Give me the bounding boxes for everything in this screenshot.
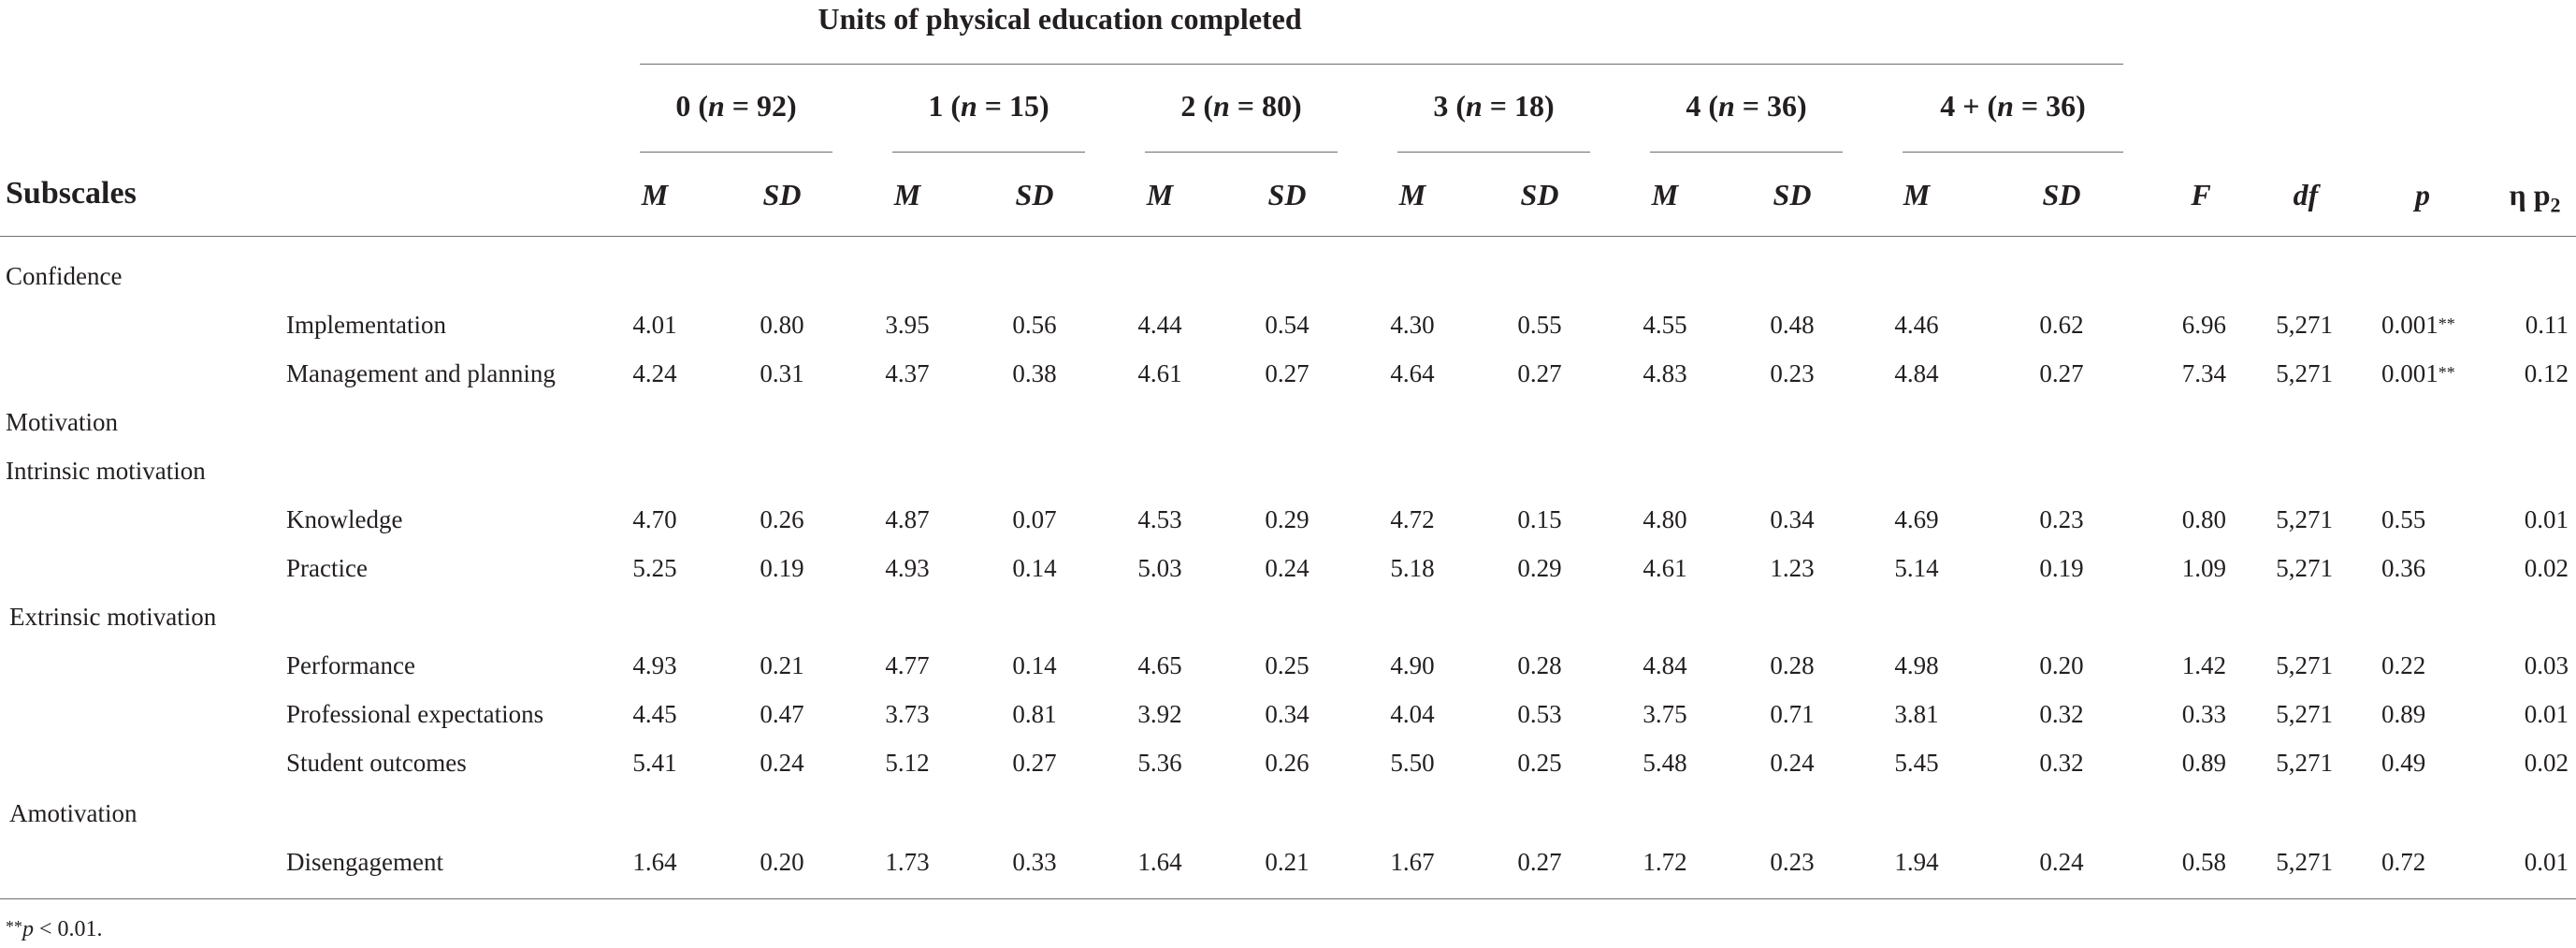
cell-mean: 5.41 [632, 749, 677, 777]
cell-sd: 0.27 [1012, 749, 1057, 777]
cell-mean: 4.46 [1894, 311, 1939, 339]
significance-mark: ** [2438, 314, 2455, 333]
cell-sd: 0.34 [1770, 505, 1815, 533]
cell-sd: 0.14 [1012, 651, 1057, 679]
cell-sd: 0.27 [1265, 359, 1310, 387]
cell-mean: 1.94 [1894, 848, 1939, 876]
cell-mean: 4.61 [1137, 359, 1182, 387]
bottom-rule [0, 898, 2576, 899]
cell-mean: 5.18 [1390, 554, 1435, 582]
col-header-sd: SD [1267, 178, 1307, 211]
cell-sd: 0.20 [2039, 651, 2084, 679]
cell-sd: 0.28 [1517, 651, 1562, 679]
cell-mean: 4.64 [1390, 359, 1435, 387]
cell-mean: 5.45 [1894, 749, 1939, 777]
cell-sd: 0.56 [1012, 311, 1057, 339]
group-header: 4 + (n = 36) [1940, 89, 2086, 123]
cell-mean: 4.84 [1643, 651, 1687, 679]
cell-sd: 0.55 [1517, 311, 1562, 339]
col-header-m: M [893, 178, 921, 211]
cell-sd: 0.38 [1012, 359, 1057, 387]
cell-mean: 4.55 [1643, 311, 1687, 339]
cell-sd: 0.21 [1265, 848, 1310, 876]
cell-mean: 5.12 [885, 749, 930, 777]
cell-sd: 0.20 [760, 848, 804, 876]
cell-mean: 1.67 [1390, 848, 1435, 876]
cell-sd: 0.24 [1770, 749, 1815, 777]
cell-f: 0.80 [2181, 505, 2226, 533]
col-header-m: M [641, 178, 669, 211]
cell-mean: 4.65 [1137, 651, 1182, 679]
significance-mark: ** [2438, 363, 2455, 382]
cell-sd: 0.21 [760, 651, 804, 679]
cell-df: 5,271 [2276, 359, 2333, 387]
cell-p-value: 0.001 [2381, 311, 2439, 339]
cell-sd: 0.54 [1265, 311, 1310, 339]
cell-p [2381, 749, 2425, 778]
col-header-df: df [2293, 178, 2319, 211]
cell-eta: 0.01 [2524, 700, 2569, 728]
cell-eta: 0.11 [2525, 311, 2569, 339]
cell-p [2381, 311, 2455, 340]
row-label: Disengagement [286, 848, 443, 876]
cell-sd: 0.24 [760, 749, 804, 777]
cell-sd: 0.19 [760, 554, 804, 582]
cell-sd: 0.23 [1770, 359, 1815, 387]
category-extrinsic-motivation: Extrinsic motivation [9, 603, 217, 631]
group-rule [640, 152, 832, 153]
cell-sd: 0.19 [2039, 554, 2084, 582]
col-header-m: M [1651, 178, 1679, 211]
cell-sd: 0.27 [1517, 848, 1562, 876]
cell-f: 0.89 [2181, 749, 2226, 777]
cell-f: 0.58 [2181, 848, 2226, 876]
cell-mean: 4.84 [1894, 359, 1939, 387]
cell-sd: 0.15 [1517, 505, 1562, 533]
cell-f: 7.34 [2181, 359, 2226, 387]
cell-sd: 0.80 [760, 311, 804, 339]
col-header-m: M [1146, 178, 1174, 211]
cell-mean: 5.14 [1894, 554, 1939, 582]
cell-p [2381, 700, 2425, 729]
row-label: Practice [286, 554, 368, 582]
cell-sd: 0.33 [1012, 848, 1057, 876]
col-header-f: F [2191, 178, 2211, 211]
cell-eta: 0.02 [2524, 554, 2569, 582]
cell-sd: 0.27 [1517, 359, 1562, 387]
cell-mean: 4.93 [632, 651, 677, 679]
cell-mean: 5.48 [1643, 749, 1687, 777]
cell-f: 1.42 [2181, 651, 2226, 679]
row-label: Knowledge [286, 505, 403, 533]
col-header-m: M [1398, 178, 1426, 211]
cell-p-value: 0.001 [2381, 359, 2439, 387]
cell-sd: 0.24 [1265, 554, 1310, 582]
cell-mean: 4.61 [1643, 554, 1687, 582]
cell-mean: 5.25 [632, 554, 677, 582]
cell-mean: 1.64 [1137, 848, 1182, 876]
cell-p [2381, 505, 2425, 534]
cell-sd: 0.26 [1265, 749, 1310, 777]
group-rule [1397, 152, 1590, 153]
cell-sd: 0.31 [760, 359, 804, 387]
group-header: 0 (n = 92) [675, 89, 797, 123]
cell-p-value: 0.55 [2381, 505, 2426, 533]
table-footnote: **p < 0.01. [6, 917, 103, 941]
cell-sd: 0.29 [1517, 554, 1562, 582]
cell-mean: 4.80 [1643, 505, 1687, 533]
cell-df: 5,271 [2276, 505, 2333, 533]
cell-sd: 0.23 [2039, 505, 2084, 533]
cell-sd: 0.23 [1770, 848, 1815, 876]
group-header: 3 (n = 18) [1433, 89, 1555, 123]
cell-eta: 0.03 [2524, 651, 2569, 679]
row-label: Professional expectations [286, 700, 544, 728]
cell-mean: 4.98 [1894, 651, 1939, 679]
cell-df: 5,271 [2276, 848, 2333, 876]
cell-sd: 0.53 [1517, 700, 1562, 728]
row-header-subscales: Subscales [6, 176, 137, 211]
cell-eta: 0.02 [2524, 749, 2569, 777]
category-confidence: Confidence [6, 262, 123, 290]
cell-f: 6.96 [2181, 311, 2226, 339]
row-label: Management and planning [286, 359, 556, 387]
cell-p-value: 0.22 [2381, 651, 2426, 679]
row-label: Performance [286, 651, 415, 679]
cell-mean: 3.95 [885, 311, 930, 339]
category-intrinsic-motivation: Intrinsic motivation [6, 457, 206, 485]
cell-df: 5,271 [2276, 554, 2333, 582]
cell-sd: 1.23 [1770, 554, 1815, 582]
group-header: 2 (n = 80) [1180, 89, 1302, 123]
cell-mean: 3.73 [885, 700, 930, 728]
row-label: Student outcomes [286, 749, 467, 777]
col-header-eta: η $p_2$ [2509, 178, 2561, 217]
cell-df: 5,271 [2276, 700, 2333, 728]
cell-mean: 4.87 [885, 505, 930, 533]
col-header-sd: SD [762, 178, 802, 211]
group-header: 1 (n = 15) [928, 89, 1049, 123]
row-label: Implementation [286, 311, 446, 339]
cell-sd: 0.81 [1012, 700, 1057, 728]
col-header-p: p [2415, 178, 2430, 211]
cell-mean: 4.83 [1643, 359, 1687, 387]
cell-mean: 1.72 [1643, 848, 1687, 876]
cell-mean: 3.75 [1643, 700, 1687, 728]
cell-sd: 0.34 [1265, 700, 1310, 728]
cell-mean: 4.37 [885, 359, 930, 387]
cell-sd: 0.32 [2039, 700, 2084, 728]
cell-mean: 4.24 [632, 359, 677, 387]
cell-df: 5,271 [2276, 311, 2333, 339]
group-rule [892, 152, 1085, 153]
cell-mean: 1.64 [632, 848, 677, 876]
cell-eta: 0.01 [2524, 848, 2569, 876]
cell-sd: 0.71 [1770, 700, 1815, 728]
cell-sd: 0.14 [1012, 554, 1057, 582]
cell-mean: 4.90 [1390, 651, 1435, 679]
cell-mean: 4.72 [1390, 505, 1435, 533]
cell-mean: 5.03 [1137, 554, 1182, 582]
cell-p-value: 0.49 [2381, 749, 2426, 777]
cell-sd: 0.48 [1770, 311, 1815, 339]
group-rule [1145, 152, 1338, 153]
category-amotivation: Amotivation [9, 799, 137, 827]
cell-sd: 0.27 [2039, 359, 2084, 387]
cell-sd: 0.29 [1265, 505, 1310, 533]
cell-mean: 4.93 [885, 554, 930, 582]
cell-eta: 0.12 [2524, 359, 2569, 387]
cell-sd: 0.07 [1012, 505, 1057, 533]
cell-p-value: 0.89 [2381, 700, 2426, 728]
cell-mean: 4.69 [1894, 505, 1939, 533]
col-header-sd: SD [1520, 178, 1559, 211]
cell-p [2381, 554, 2425, 583]
cell-mean: 4.45 [632, 700, 677, 728]
cell-mean: 3.81 [1894, 700, 1939, 728]
cell-p [2381, 359, 2455, 388]
cell-mean: 1.73 [885, 848, 930, 876]
cell-f: 1.09 [2181, 554, 2226, 582]
table-spanner-title: Units of physical education completed [818, 2, 1302, 36]
spanner-rule [640, 64, 2123, 65]
cell-sd: 0.25 [1517, 749, 1562, 777]
cell-p-value: 0.72 [2381, 848, 2426, 876]
cell-p-value: 0.36 [2381, 554, 2426, 582]
col-header-sd: SD [1015, 178, 1054, 211]
cell-mean: 4.01 [632, 311, 677, 339]
col-header-sd: SD [1773, 178, 1812, 211]
header-rule [0, 236, 2576, 237]
col-header-sd: SD [2042, 178, 2081, 211]
cell-mean: 5.36 [1137, 749, 1182, 777]
cell-mean: 4.30 [1390, 311, 1435, 339]
col-header-m: M [1903, 178, 1931, 211]
cell-sd: 0.62 [2039, 311, 2084, 339]
cell-f: 0.33 [2181, 700, 2226, 728]
cell-sd: 0.28 [1770, 651, 1815, 679]
cell-p [2381, 651, 2425, 680]
cell-df: 5,271 [2276, 749, 2333, 777]
cell-sd: 0.25 [1265, 651, 1310, 679]
cell-eta: 0.01 [2524, 505, 2569, 533]
cell-sd: 0.24 [2039, 848, 2084, 876]
cell-mean: 4.04 [1390, 700, 1435, 728]
cell-sd: 0.47 [760, 700, 804, 728]
cell-mean: 4.77 [885, 651, 930, 679]
cell-mean: 4.70 [632, 505, 677, 533]
group-rule [1903, 152, 2123, 153]
cell-sd: 0.32 [2039, 749, 2084, 777]
cell-mean: 4.44 [1137, 311, 1182, 339]
cell-df: 5,271 [2276, 651, 2333, 679]
cell-mean: 3.92 [1137, 700, 1182, 728]
category-motivation: Motivation [6, 408, 118, 436]
cell-sd: 0.26 [760, 505, 804, 533]
cell-p [2381, 848, 2425, 877]
cell-mean: 4.53 [1137, 505, 1182, 533]
group-header: 4 (n = 36) [1686, 89, 1807, 123]
cell-mean: 5.50 [1390, 749, 1435, 777]
group-rule [1650, 152, 1843, 153]
